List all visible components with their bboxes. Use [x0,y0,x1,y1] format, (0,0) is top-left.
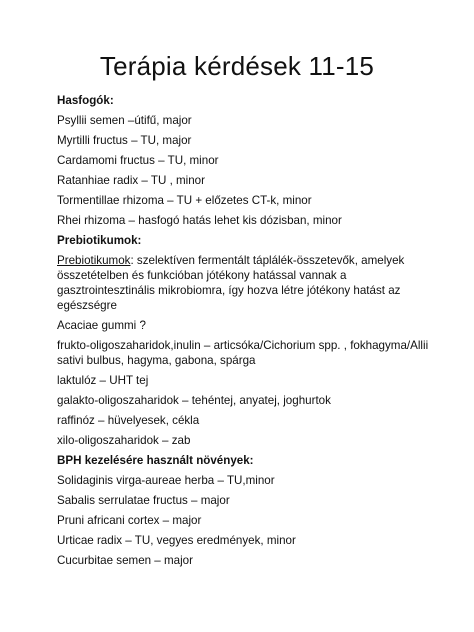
list-item: Pruni africani cortex – major [57,514,202,527]
section-heading-hasfogok: Hasfogók: [57,94,114,107]
section-heading-prebiotikumok: Prebiotikumok: [57,234,142,247]
document-body [57,93,442,573]
list-item: Solidaginis virga-aureae herba – TU,minor [57,474,275,487]
list-item: raffinóz – hüvelyesek, cékla [57,414,200,427]
list-item: Urticae radix – TU, vegyes eredmények, minor [57,534,296,547]
list-item: xilo-oligoszaharidok – zab [57,434,191,447]
list-item: laktulóz – UHT tej [57,374,149,387]
list-item: Sabalis serrulatae fructus – major [57,494,230,507]
definition-term: Prebiotikumok [57,254,131,267]
list-item: Psyllii semen –útifű, major [57,114,192,127]
list-item: Acaciae gummi ? [57,319,146,332]
list-item: Tormentillae rhizoma – TU + előzetes CT-k, minor [57,194,312,207]
list-item: Cucurbitae semen – major [57,554,193,567]
section-heading-bph: BPH kezelésére használt növények: [57,454,254,467]
definition-text: : szelektíven fermentált táplálék-összetevők, amelyek összetételben és funkcióban jótékony hatással vannak a gasztrointesztinális mikrobiomra, így hozva létre jótékony hatást az egészségre [57,254,405,312]
document-title: Terápia kérdések 11-15 [99,51,375,81]
list-item: Myrtilli fructus – TU, major [57,134,192,147]
list-item: Cardamomi fructus – TU, minor [57,154,219,167]
prebiotikum-definition [57,253,442,313]
list-item: galakto-oligoszaharidok – tehéntej, anyatej, joghurtok [57,394,331,407]
list-item: Rhei rhizoma – hasfogó hatás lehet kis dózisban, minor [57,214,342,227]
list-item: Ratanhiae radix – TU , minor [57,174,205,187]
list-item: frukto-oligoszaharidok,inulin – articsóka/Cichorium spp. , fokhagyma/Allii sativi bulbus, hagyma, gabona, spárga [57,339,429,367]
